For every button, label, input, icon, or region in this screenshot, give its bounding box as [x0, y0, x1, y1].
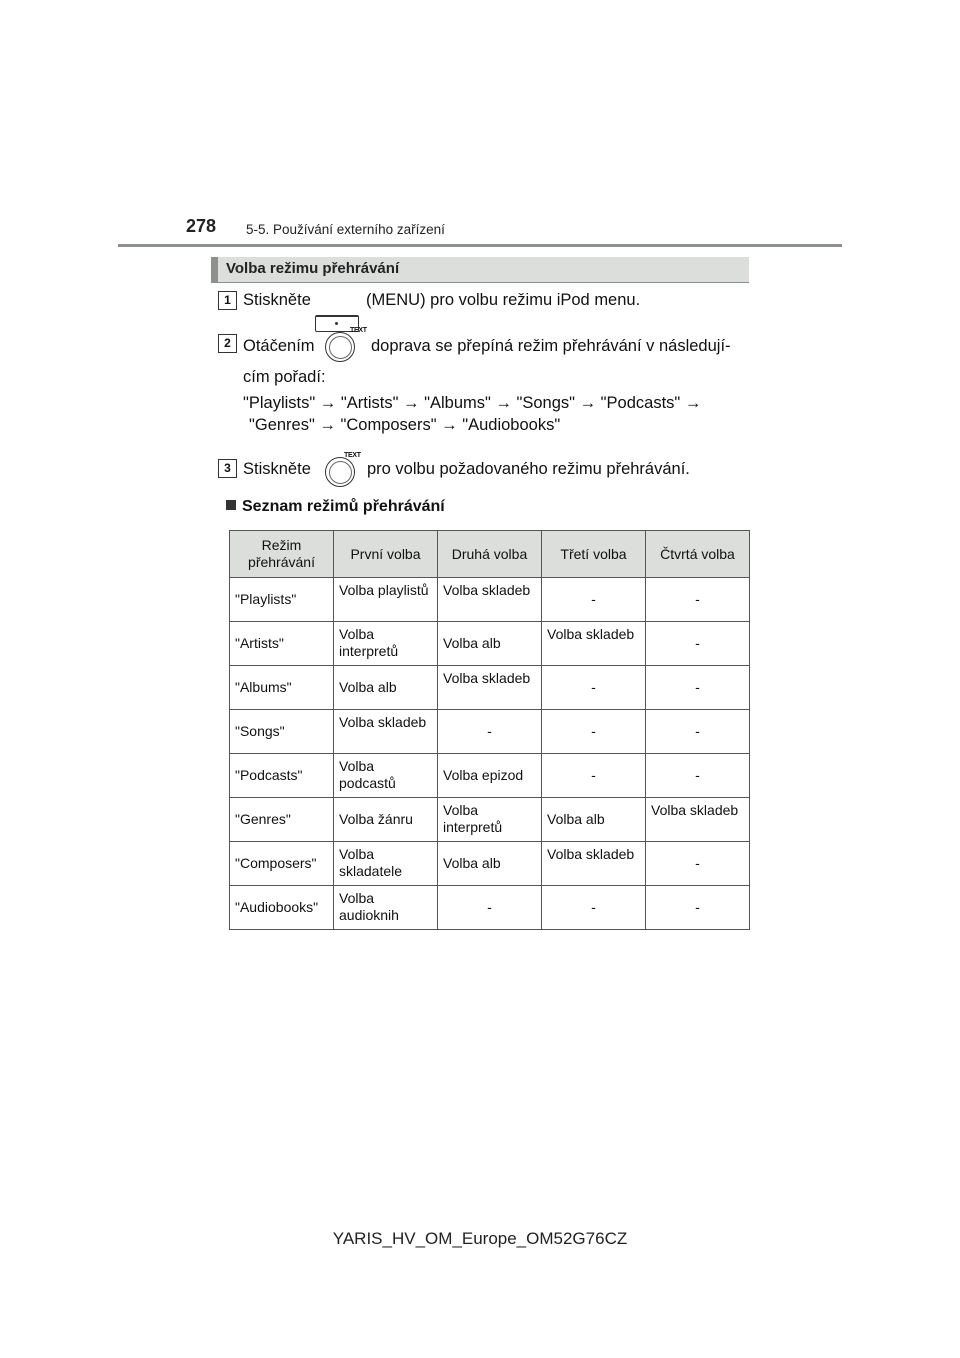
step-3-badge: 3 [218, 459, 237, 478]
table-row [230, 578, 750, 622]
table-cell: Volba skladeb [438, 578, 542, 622]
table-cell: "Albums" [230, 666, 334, 710]
step-2-sequence-line-2: "Genres" → "Composers" → "Audiobooks" [249, 416, 561, 434]
subheading-text: Seznam režimů přehrávání [242, 498, 445, 515]
table-row [230, 798, 750, 842]
square-bullet-icon [226, 500, 236, 510]
step-1-text-before: Stiskněte [243, 291, 311, 309]
table-header-cell: Druhá volba [438, 531, 542, 578]
step-3-text-before: Stiskněte [243, 460, 311, 478]
table-header-cell: První volba [334, 531, 438, 578]
table-cell: Volba skladeb [646, 798, 750, 842]
step-2-text-before: Otáčením [243, 337, 315, 355]
table-cell: - [542, 886, 646, 930]
table-cell: Volba alb [542, 798, 646, 842]
page-number: 278 [186, 216, 217, 236]
step-3-text-after: pro volbu požadovaného režimu přehrávání. [367, 460, 690, 478]
document-footer: YARIS_HV_OM_Europe_OM52G76CZ [332, 1229, 628, 1248]
table-row [230, 710, 750, 754]
table-cell: - [646, 666, 750, 710]
table-cell: Volba skladeb [542, 622, 646, 666]
table-row [230, 886, 750, 930]
table-row [230, 754, 750, 798]
section-heading [211, 257, 749, 283]
table-cell: Volba playlistů [334, 578, 438, 622]
table-cell: Volba audioknih [334, 886, 438, 930]
step-2-sequence-line-1: "Playlists" → "Artists" → "Albums" → "Songs" → "Podcasts" → [243, 394, 702, 412]
section-title: 5-5. Používání externího zařízení [246, 222, 445, 237]
heading-bar [211, 257, 218, 282]
step-2-badge: 2 [218, 334, 237, 353]
table-cell: Volba skladatele [334, 842, 438, 886]
table-row [230, 666, 750, 710]
step-2-text-after: doprava se přepíná režim přehrávání v následují- [371, 337, 731, 355]
table-cell: Volba skladeb [438, 666, 542, 710]
heading-text: Volba režimu přehrávání [226, 260, 400, 277]
table-cell: Volba podcastů [334, 754, 438, 798]
step-1-badge: 1 [218, 291, 237, 310]
knob-text-label: TEXT [344, 452, 361, 459]
table-cell: Volba žánru [334, 798, 438, 842]
table-header-cell: Čtvrtá volba [646, 531, 750, 578]
table-cell: Volba skladeb [542, 842, 646, 886]
table-cell: - [542, 578, 646, 622]
table-cell: Volba alb [438, 842, 542, 886]
table-cell: - [438, 710, 542, 754]
table-cell: - [646, 842, 750, 886]
tune-knob-icon [325, 332, 355, 362]
table-cell: - [646, 710, 750, 754]
table-cell: - [542, 710, 646, 754]
table-cell: Volba alb [334, 666, 438, 710]
table-cell: - [646, 578, 750, 622]
table-row [230, 622, 750, 666]
table-cell: Volba skladeb [334, 710, 438, 754]
table-cell: Volba interpretů [334, 622, 438, 666]
table-cell: Volba alb [438, 622, 542, 666]
table-cell: "Playlists" [230, 578, 334, 622]
table-header-cell: Třetí volba [542, 531, 646, 578]
table-cell: "Genres" [230, 798, 334, 842]
table-cell: "Composers" [230, 842, 334, 886]
table-cell: - [438, 886, 542, 930]
table-cell: - [646, 622, 750, 666]
table-header-row [230, 531, 750, 578]
tune-knob-icon [325, 457, 355, 487]
table-cell: Volba epizod [438, 754, 542, 798]
step-2-text-cont: cím pořadí: [243, 368, 326, 386]
table-cell: - [542, 754, 646, 798]
table-cell: "Audiobooks" [230, 886, 334, 930]
table-cell: "Artists" [230, 622, 334, 666]
table-cell: - [646, 886, 750, 930]
header-rule [118, 244, 842, 247]
playback-modes-table [229, 530, 750, 930]
table-cell: - [542, 666, 646, 710]
table-cell: "Songs" [230, 710, 334, 754]
table-subheading [226, 498, 445, 516]
table-header-cell: Režim přehrávání [230, 531, 334, 578]
table-cell: Volba interpretů [438, 798, 542, 842]
table-cell: - [646, 754, 750, 798]
table-row [230, 842, 750, 886]
step-1-text-after: (MENU) pro volbu režimu iPod menu. [366, 291, 641, 309]
knob-text-label: TEXT [350, 327, 367, 334]
table-cell: "Podcasts" [230, 754, 334, 798]
